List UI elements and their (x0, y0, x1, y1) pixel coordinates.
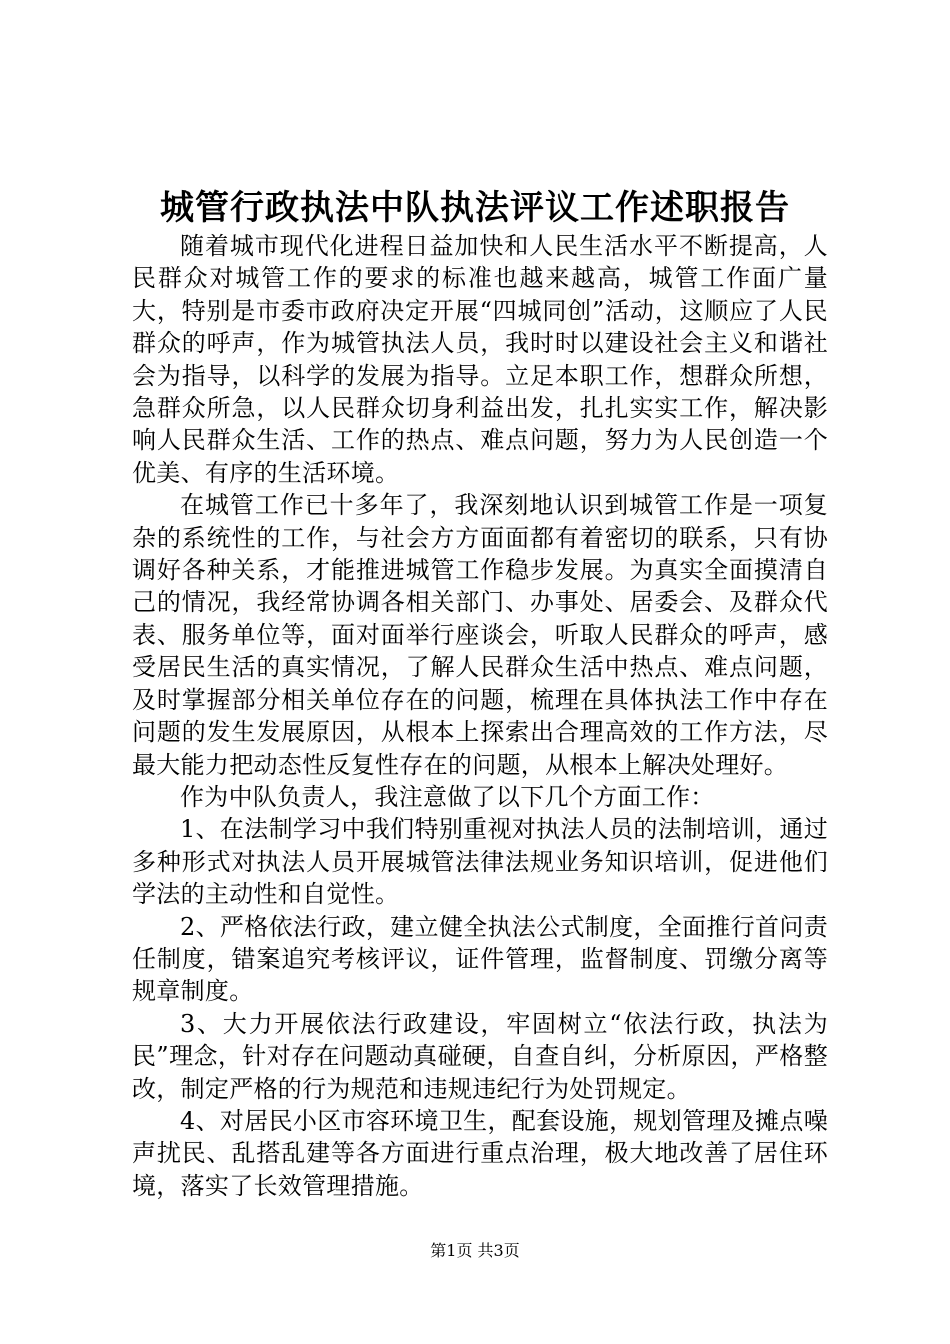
paragraph: 作为中队负责人，我注意做了以下几个方面工作： (180, 782, 715, 811)
paragraph: 3、大力开展依法行政建设，牢固树立“依法行政，执法为民”理念，针对存在问题动真碰硬，自查自纠，分析原因，严格整改，制定严格的行为规范和违规违纪行为处罚规定。 (132, 1009, 828, 1103)
paragraph: 随着城市现代化进程日益加快和人民生活水平不断提高，人民群众对城管工作的要求的标准也越来越高，城管工作面广量大，特别是市委市政府决定开展“四城同创”活动，这顺应了人民群众的呼声，作为城管执法人员，我时时以建设社会主义和谐社会为指导，以科学的发展为指导。立足本职工作，想群众所想，急群众所急，以人民群众切身利益出发，扎扎实实工作，解决影响人民群众生活、工作的热点、难点问题，努力为人民创造一个优美、有序的生活环境。 (132, 232, 828, 487)
paragraph: 1、在法制学习中我们特别重视对执法人员的法制培训，通过多种形式对执法人员开展城管法律法规业务知识培训，促进他们学法的主动性和自觉性。 (132, 815, 828, 909)
page-number-footer: 第1页 共3页 (430, 1241, 520, 1260)
paragraph: 2、严格依法行政，建立健全执法公式制度，全面推行首问责任制度，错案追究考核评议，证件管理，监督制度、罚缴分离等规章制度。 (132, 912, 828, 1006)
document-title: 城管行政执法中队执法评议工作述职报告 (160, 188, 790, 228)
document-body (132, 230, 828, 1202)
paragraph: 4、对居民小区市容环境卫生，配套设施，规划管理及摊点噪声扰民、乱搭乱建等各方面进行重点治理，极大地改善了居住环境，落实了长效管理措施。 (132, 1106, 828, 1200)
paragraph: 在城管工作已十多年了，我深刻地认识到城管工作是一项复杂的系统性的工作，与社会方方面面都有着密切的联系，只有协调好各种关系，才能推进城管工作稳步发展。为真实全面摸清自己的情况，我经常协调各相关部门、办事处、居委会、及群众代表、服务单位等，面对面举行座谈会，听取人民群众的呼声，感受居民生活的真实情况，了解人民群众生活中热点、难点问题，及时掌握部分相关单位存在的问题，梳理在具体执法工作中存在问题的发生发展原因，从根本上探索出合理高效的工作方法，尽最大能力把动态性反复性存在的问题，从根本上解决处理好。 (132, 491, 828, 779)
